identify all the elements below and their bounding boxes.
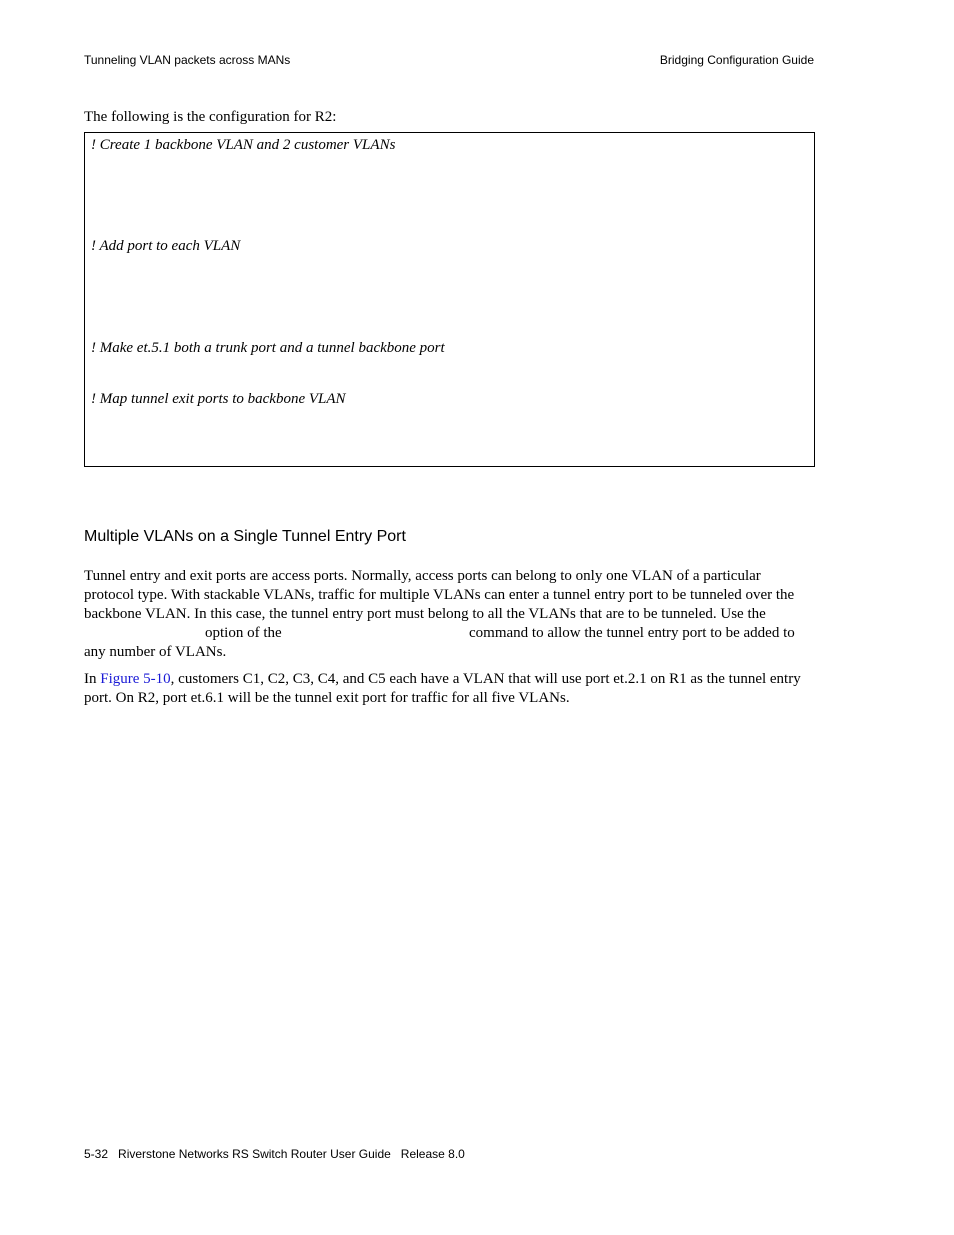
footer-release: Release 8.0 — [400, 1147, 465, 1161]
section-heading: Multiple VLANs on a Single Tunnel Entry Port — [84, 528, 406, 545]
paragraph-line — [84, 624, 816, 643]
paragraph-line: protocol type. With stackable VLANs, traffic for multiple VLANs can enter a tunnel entry port to be tunneled over the — [84, 587, 795, 603]
paragraph-prefix: In — [84, 671, 101, 687]
running-header-guide: Bridging Configuration Guide — [659, 53, 814, 67]
footer-title: Riverstone Networks RS Switch Router User Guide — [118, 1147, 391, 1161]
paragraph-line: backbone VLAN. In this case, the tunnel entry port must belong to all the VLANs that are to be tunneled. Use the — [84, 606, 766, 622]
paragraph-text: , customers C1, C2, C3, C4, and C5 each have a VLAN that will use port et.2.1 on R1 as the tunnel entry — [170, 671, 801, 687]
paragraph-line: Tunnel entry and exit ports are access ports. Normally, access ports can belong to only one VLAN of a particular — [84, 568, 761, 584]
paragraph-figure-reference — [84, 670, 816, 708]
figure-5-10-link[interactable]: Figure 5-10 — [100, 671, 171, 687]
config-comment-map-tunnel: ! Map tunnel exit ports to backbone VLAN — [91, 391, 346, 407]
config-intro-text: The following is the configuration for R2: — [84, 109, 337, 125]
option-of-text: option of the — [205, 625, 282, 641]
footer-page-number: 5-32 — [84, 1147, 109, 1161]
command-text: command to allow the tunnel entry port to be added to — [469, 625, 795, 641]
paragraph-line: port. On R2, port et.6.1 will be the tunnel exit port for traffic for all five VLANs. — [84, 690, 570, 706]
config-comment-add-ports: ! Add port to each VLAN — [91, 238, 241, 254]
config-code-box — [84, 132, 815, 467]
running-header-section: Tunneling VLAN packets across MANs — [84, 53, 291, 67]
paragraph-tunnel-entry — [84, 567, 816, 662]
config-comment-create-vlans: ! Create 1 backbone VLAN and 2 customer VLANs — [91, 137, 396, 153]
paragraph-line: any number of VLANs. — [84, 644, 227, 660]
page-footer — [84, 1147, 465, 1161]
paragraph-line — [84, 670, 816, 689]
config-comment-trunk-port: ! Make et.5.1 both a trunk port and a tunnel backbone port — [91, 340, 445, 356]
